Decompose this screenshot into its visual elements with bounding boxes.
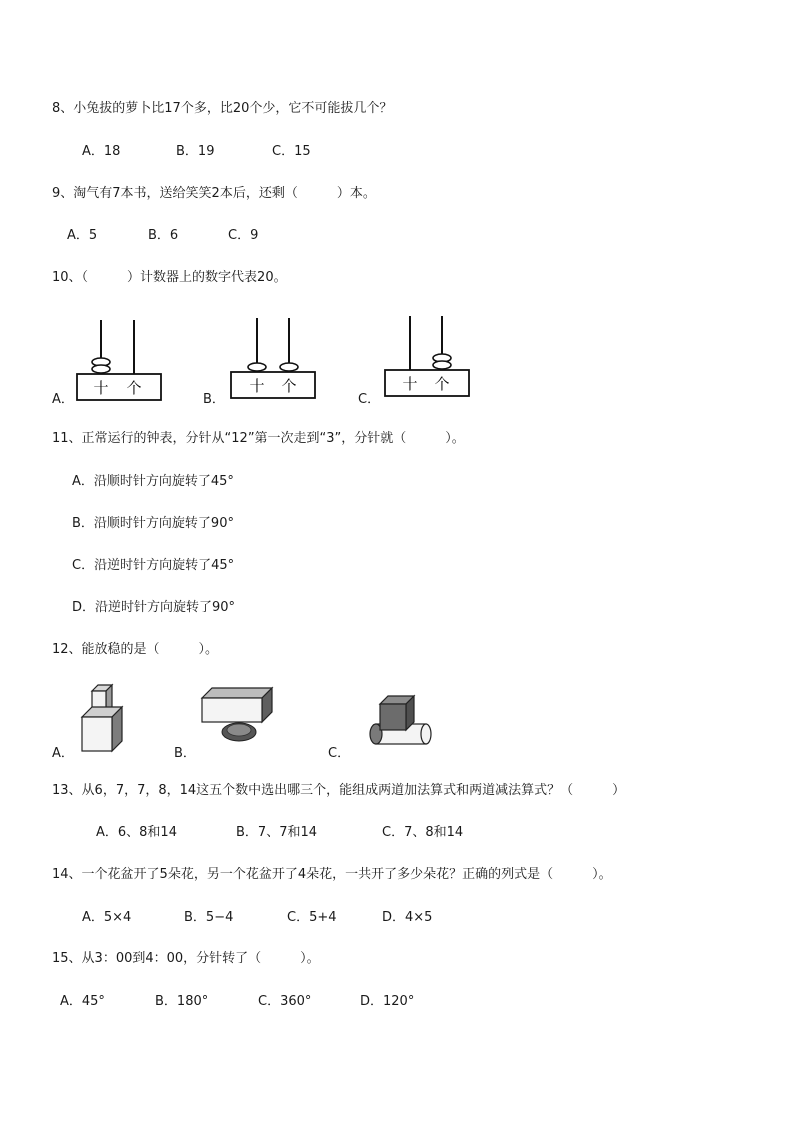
box-on-cylinder-figure	[198, 684, 274, 744]
question-10-option-b[interactable]: B．	[203, 392, 225, 407]
question-14-option-c[interactable]: C．5+4	[287, 910, 337, 925]
question-9-option-c[interactable]: C．9	[228, 228, 259, 243]
question-15-option-b[interactable]: B．180°	[155, 994, 209, 1009]
question-12-option-c[interactable]: C．	[328, 746, 351, 761]
question-12-option-a[interactable]: A．	[52, 746, 74, 761]
stacked-cube-figure	[78, 683, 128, 755]
question-8-stem: 8、小兔拔的萝卜比17个多，比20个少，它不可能拔几个？	[52, 101, 393, 116]
question-9-option-a[interactable]: A．5	[67, 228, 98, 243]
question-13-option-b[interactable]: B．7、7和14	[236, 825, 318, 840]
question-8-option-c[interactable]: C．15	[272, 144, 311, 159]
question-13-stem: 13、从6，7，7，8，14这五个数中选出哪三个，能组成两道加法算式和两道减法算式？（ ）	[52, 783, 626, 798]
question-11-option-c[interactable]: C．沿逆时针方向旋转了45°	[72, 558, 235, 573]
abacus-a-tens-label: 十	[93, 379, 109, 397]
question-13-option-a[interactable]: A．6、8和14	[96, 825, 177, 840]
question-11-option-d[interactable]: D．沿逆时针方向旋转了90°	[72, 600, 236, 615]
question-11-option-a[interactable]: A．沿顺时针方向旋转了45°	[72, 474, 234, 489]
question-8-option-a[interactable]: A．18	[82, 144, 121, 159]
abacus-c-ones-label: 个	[434, 375, 450, 393]
question-14-option-d[interactable]: D．4×5	[382, 910, 433, 925]
abacus-c-figure	[382, 314, 474, 400]
question-15-stem: 15、从3：00到4：00，分针转了（ ）。	[52, 951, 320, 966]
question-12-option-b[interactable]: B．	[174, 746, 196, 761]
question-11-option-b[interactable]: B．沿顺时针方向旋转了90°	[72, 516, 234, 531]
question-15-option-d[interactable]: D．120°	[360, 994, 415, 1009]
abacus-a-figure	[74, 316, 166, 404]
abacus-b-tens-label: 十	[249, 377, 265, 395]
question-14-option-b[interactable]: B．5−4	[184, 910, 234, 925]
question-15-option-c[interactable]: C．360°	[258, 994, 312, 1009]
question-11-stem: 11、正常运行的钟表，分针从“12”第一次走到“3”，分针就（ ）。	[52, 431, 465, 446]
question-8-option-b[interactable]: B．19	[176, 144, 215, 159]
question-10-stem: 10、（ ）计数器上的数字代表20。	[52, 270, 287, 285]
abacus-b-figure	[228, 316, 320, 400]
question-9-option-b[interactable]: B．6	[148, 228, 179, 243]
question-12-stem: 12、能放稳的是（ ）。	[52, 642, 219, 657]
abacus-a-ones-label: 个	[126, 379, 142, 397]
abacus-c-tens-label: 十	[402, 375, 418, 393]
abacus-b-ones-label: 个	[281, 377, 297, 395]
question-10-option-c[interactable]: C．	[358, 392, 381, 407]
question-14-option-a[interactable]: A．5×4	[82, 910, 132, 925]
question-9-stem: 9、淘气有7本书，送给笑笑2本后，还剩（ ）本。	[52, 186, 376, 201]
question-14-stem: 14、一个花盆开了5朵花，另一个花盆开了4朵花，一共开了多少朵花？正确的列式是（ ）。	[52, 867, 612, 882]
question-13-option-c[interactable]: C．7、8和14	[382, 825, 464, 840]
question-15-option-a[interactable]: A．45°	[60, 994, 105, 1009]
cube-on-cylinder-figure	[364, 690, 434, 748]
question-10-option-a[interactable]: A．	[52, 392, 74, 407]
